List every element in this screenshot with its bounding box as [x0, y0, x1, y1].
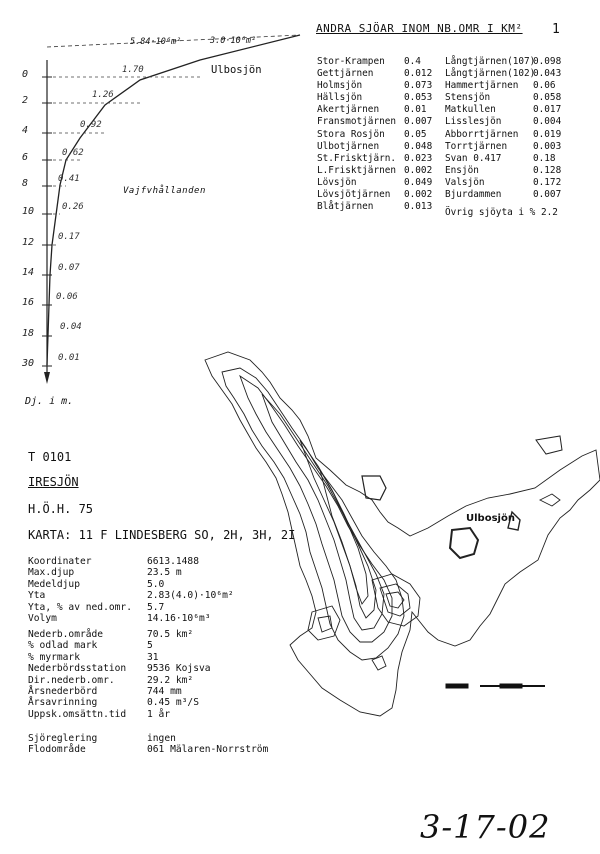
page-heading-other-lakes: ANDRA SJÖAR INOM NB.OMR I KM²: [316, 22, 523, 35]
handwritten-note: 3-17-02: [420, 808, 551, 846]
area-value-label: 1.70: [122, 65, 144, 75]
area-value-label: 0.26: [62, 202, 84, 212]
item-label: Abborrtjärnen: [445, 128, 519, 140]
item-value: 744 mm: [147, 686, 182, 698]
depth-axis-title: Dj. i m.: [25, 396, 74, 407]
list-item: [28, 652, 211, 663]
depth-tick-label: 14: [22, 267, 35, 278]
list-item: [28, 686, 211, 697]
item-value: 0.012: [404, 68, 433, 80]
item-value: 0.06: [533, 80, 556, 92]
item-label: Stensjön: [445, 92, 491, 104]
page-number: 1: [552, 22, 560, 37]
item-label: Matkullen: [445, 104, 496, 116]
depth-tick-label: 18: [22, 328, 35, 339]
area-value-label: 0.01: [58, 353, 80, 363]
depth-tick-label: 6: [22, 152, 29, 163]
item-value: 0.017: [533, 104, 562, 116]
item-value: 0.098: [533, 56, 562, 67]
item-label: Långtjärnen(107): [445, 56, 536, 67]
item-label: Dir.nederb.omr.: [28, 674, 115, 686]
profile-label-vajf: Vajfvhållanden: [123, 186, 206, 196]
list-item: [28, 613, 234, 624]
item-label: Svan 0.417: [445, 152, 502, 164]
item-label: Hällsjön: [317, 92, 363, 104]
item-label: Nederbördsstation: [28, 663, 127, 675]
item-value: 0.058: [533, 92, 562, 104]
list-item: [28, 579, 234, 590]
depth-tick-label: 10: [22, 206, 35, 217]
item-label: Stor-Krampen: [317, 56, 385, 67]
list-item: [28, 567, 234, 578]
item-value: 5.0: [147, 578, 165, 590]
item-value: 31: [147, 651, 159, 663]
area-value-label: 0.06: [56, 292, 78, 302]
list-item: [28, 602, 234, 613]
area-value-label: 0.17: [58, 232, 80, 242]
item-label: % odlad mark: [28, 640, 98, 652]
item-value: 0.172: [533, 176, 562, 188]
lake-data-table-catchment: [28, 629, 211, 720]
item-label: Ensjön: [445, 164, 479, 176]
item-label: Yta, % av ned.omr.: [28, 601, 132, 613]
item-label: Lövsjön: [317, 176, 357, 188]
map-label-ulbosjon: Ulbosjön: [466, 513, 515, 524]
item-value: 0.05: [404, 128, 427, 140]
item-value: 061 Mälaren-Norrström: [147, 744, 269, 756]
item-label: Lisslesjön: [445, 116, 502, 128]
profile-label-ulbosjon: Ulbosjön: [211, 64, 262, 76]
item-value: 0.002: [404, 189, 433, 201]
lake-name: IRESJÖN: [28, 475, 79, 489]
item-value: 0.049: [404, 176, 433, 188]
item-value: 0.019: [533, 128, 562, 140]
item-label: Långtjärnen(102): [445, 68, 536, 80]
item-value: 0.128: [533, 164, 562, 176]
item-label: Valsjön: [445, 176, 485, 188]
item-label: Volym: [28, 613, 57, 625]
item-label: Flodområde: [28, 744, 86, 756]
item-value: 0.023: [404, 152, 433, 164]
depth-tick-label: 8: [22, 178, 29, 189]
map-scale-bar: [446, 684, 545, 688]
lake-data-table-morphometry: [28, 556, 234, 624]
item-label: Bjurdammen: [445, 189, 502, 201]
item-value: 9536 Kojsva: [147, 663, 211, 675]
surface-area-label-1: 5.84·10⁶m²: [130, 37, 182, 47]
item-value: 0.013: [404, 201, 433, 213]
item-label: St.Frisktjärn.: [317, 152, 397, 164]
item-value: 0.004: [533, 116, 562, 128]
list-item: [28, 640, 211, 651]
item-value: 6613.1488: [147, 556, 199, 567]
item-value: 2.83(4.0)·10⁶m²: [147, 590, 234, 602]
item-label: Nederb.område: [28, 629, 104, 640]
other-lake-area-percent: Övrig sjöyta i % 2.2: [445, 207, 558, 218]
list-item: [28, 709, 211, 720]
area-value-label: 0.62: [62, 148, 84, 158]
item-label: Gettjärnen: [317, 68, 374, 80]
lake-data-table-regulation: [28, 733, 268, 756]
depth-tick-label: 4: [22, 125, 29, 136]
lake-map-sheet: KARTA: 11 F LINDESBERG SO, 2H, 3H, 2I: [28, 528, 296, 542]
item-value: 0.4: [404, 56, 421, 67]
depth-tick-label: 16: [22, 297, 35, 308]
area-value-label: 0.92: [80, 120, 102, 130]
item-value: 0.18: [533, 152, 556, 164]
item-value: 0.007: [404, 116, 433, 128]
item-value: 14.16·10⁶m³: [147, 613, 211, 625]
list-item: [28, 629, 211, 640]
item-label: Torrtjärnen: [445, 140, 508, 152]
item-label: L.Frisktjärnen: [317, 164, 397, 176]
item-label: Medeldjup: [28, 578, 80, 590]
list-item: [28, 744, 268, 755]
item-value: ingen: [147, 733, 176, 744]
item-label: Sjöreglering: [28, 733, 98, 744]
depth-tick-label: 30: [22, 358, 35, 369]
item-label: Ulbotjärnen: [317, 140, 380, 152]
depth-tick-label: 0: [22, 69, 29, 80]
list-item: [28, 663, 211, 674]
item-label: Årsnederbörd: [28, 686, 98, 698]
item-value: 0.048: [404, 140, 433, 152]
item-value: 0.003: [533, 140, 562, 152]
list-item: [28, 556, 234, 567]
list-item: [28, 675, 211, 686]
item-label: % myrmark: [28, 651, 80, 663]
list-item: [28, 733, 268, 744]
list-item: [28, 590, 234, 601]
item-value: 0.007: [533, 189, 562, 201]
item-label: Lövsjötjärnen: [317, 189, 391, 201]
item-value: 0.053: [404, 92, 433, 104]
item-label: Årsavrinning: [28, 697, 98, 709]
item-label: Stora Rosjön: [317, 128, 385, 140]
item-label: Uppsk.omsättn.tid: [28, 708, 127, 720]
item-value: 70.5 km²: [147, 629, 194, 640]
item-label: Max.djup: [28, 567, 75, 579]
depth-tick-label: 12: [22, 237, 35, 248]
area-value-label: 1.26: [92, 90, 114, 100]
item-value: 0.002: [404, 164, 433, 176]
lake-elevation: H.Ö.H. 75: [28, 502, 94, 516]
depth-tick-label: 2: [22, 95, 29, 106]
item-label: Holmsjön: [317, 80, 363, 92]
item-label: Blåtjärnen: [317, 201, 374, 213]
surface-area-label-2: 3.0·10⁶m²: [210, 36, 257, 46]
item-value: 0.043: [533, 68, 562, 80]
item-value: 0.01: [404, 104, 427, 116]
item-value: 5: [147, 640, 153, 652]
item-value: 23.5 m: [147, 567, 182, 579]
area-value-label: 0.07: [58, 263, 80, 273]
item-label: Hammertjärnen: [445, 80, 519, 92]
list-item: [28, 697, 211, 708]
area-value-label: 0.41: [58, 174, 80, 184]
item-value: 29.2 km²: [147, 674, 194, 686]
item-label: Akertjärnen: [317, 104, 380, 116]
lake-code: T 0101: [28, 450, 72, 464]
item-label: Fransmotjärnen: [317, 116, 397, 128]
item-value: 0.45 m³/S: [147, 697, 199, 709]
area-value-label: 0.04: [60, 322, 82, 332]
item-value: 5.7: [147, 601, 165, 613]
item-label: Koordinater: [28, 556, 92, 567]
item-label: Yta: [28, 590, 46, 602]
item-value: 0.073: [404, 80, 433, 92]
item-value: 1 år: [147, 708, 171, 720]
